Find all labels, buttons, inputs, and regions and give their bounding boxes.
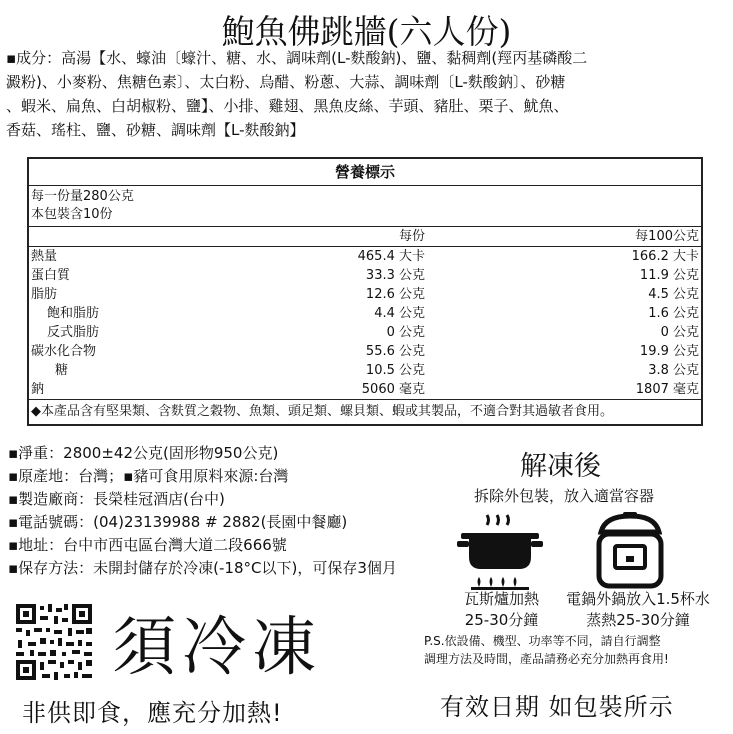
nutrient-name: 碳水化合物 <box>31 344 97 359</box>
per-serving-header: 每份 <box>303 227 427 247</box>
nutrient-name: 糖 <box>55 363 69 378</box>
nutrition-row <box>29 361 701 380</box>
rice-cooker-icon <box>595 510 665 590</box>
heat-warning: 非供即食，應充分加熱! <box>22 699 283 727</box>
ingredients-line: 澱粉)、小麥粉、焦糖色素〕、太白粉、烏醋、粉蔥、大蒜、調味劑〔L-麩酸鈉〕、砂糖 <box>6 73 566 91</box>
product-facts <box>8 442 397 580</box>
nutrient-name: 鈉 <box>29 380 303 400</box>
expiry-date: 有效日期 如包裝所示 <box>440 693 674 721</box>
nutrient-per-serving: 465.4 大卡 <box>357 249 425 264</box>
origin: ▪原產地：台灣；▪豬可食用原料來源:台灣 <box>8 467 289 485</box>
thaw-subtitle: 拆除外包裝，放入適當容器 <box>474 487 655 505</box>
nutrition-facts-table <box>27 157 703 426</box>
nutrient-per-100g: 0 公克 <box>660 325 699 340</box>
nutrient-per-serving: 10.5 公克 <box>365 363 425 378</box>
ps-note-line: 調理方法及時間，產品請務必充分加熱再食用! <box>424 652 669 666</box>
nutrient-per-100g: 11.9 公克 <box>639 268 699 283</box>
nutrient-per-serving: 0 公克 <box>386 325 425 340</box>
serving-size: 每一份量280公克 <box>31 189 134 204</box>
phone: ▪電話號碼：(04)23139988 # 2882(長園中餐廳) <box>8 513 348 531</box>
gas-pot-icon <box>457 513 543 591</box>
product-title: 鮑魚佛跳牆(六人份) <box>221 12 512 51</box>
nutrition-row <box>29 304 701 323</box>
nutrient-per-100g: 4.5 公克 <box>648 287 699 302</box>
nutrient-per-100g: 3.8 公克 <box>648 363 699 378</box>
manufacturer: ▪製造廠商：長榮桂冠酒店(台中) <box>8 490 225 508</box>
nutrient-name: 飽和脂肪 <box>47 306 100 321</box>
serving-info <box>29 186 701 227</box>
storage: ▪保存方法：未開封儲存於冷凍(-18°C以下)，可保存3個月 <box>8 559 397 577</box>
nutrient-per-100g: 19.9 公克 <box>639 344 699 359</box>
nutrient-per-serving: 5060 毫克 <box>303 380 427 400</box>
qr-code-icon <box>14 602 94 682</box>
gas-stove-caption-line: 瓦斯爐加熱 <box>463 590 539 608</box>
per-100g-header: 每100公克 <box>427 227 701 247</box>
net-weight: ▪淨重：2800±42公克(固形物950公克) <box>8 444 279 462</box>
nutrition-rows <box>29 227 701 400</box>
nutrition-row <box>29 380 701 400</box>
nutrition-heading: 營養標示 <box>29 159 701 186</box>
nutrition-row <box>29 342 701 361</box>
ingredients-line: ▪成分：高湯【水、蠔油〔蠔汁、糖、水、調味劑(L-麩酸鈉)、鹽、黏稠劑(羥丙基磷酸二 <box>6 49 588 67</box>
nutrient-per-serving: 55.6 公克 <box>365 344 425 359</box>
servings-per-package: 本包裝含10份 <box>31 207 113 222</box>
nutrient-per-serving: 12.6 公克 <box>365 287 425 302</box>
rice-cooker-caption <box>558 589 718 631</box>
thaw-title: 解凍後 <box>520 451 601 482</box>
address: ▪地址：台中市西屯區台灣大道二段666號 <box>8 536 287 554</box>
nutrient-per-serving: 33.3 公克 <box>365 268 425 283</box>
gas-stove-caption <box>454 589 549 631</box>
nutrition-row <box>29 285 701 304</box>
nutrient-per-serving: 4.4 公克 <box>374 306 425 321</box>
nutrient-per-100g: 166.2 大卡 <box>631 249 699 264</box>
ps-note <box>424 632 669 668</box>
gas-stove-caption-line: 25-30分鐘 <box>464 611 539 629</box>
rice-cooker-caption-line: 蒸熱25-30分鐘 <box>586 611 690 629</box>
nutrition-row <box>29 247 701 267</box>
frozen-label: 須冷凍 <box>112 611 322 685</box>
ingredients-list <box>6 46 706 142</box>
nutrient-col-header <box>29 227 303 247</box>
rice-cooker-caption-line: 電鍋外鍋放入1.5杯水 <box>566 590 710 608</box>
nutrient-name: 反式脂肪 <box>47 325 100 340</box>
nutrient-name: 熱量 <box>31 249 58 264</box>
nutrient-name: 蛋白質 <box>31 268 71 283</box>
ps-note-line: P.S.依設備、機型、功率等不同，請自行調整 <box>424 634 661 648</box>
nutrition-header-row <box>29 227 701 247</box>
nutrient-per-100g: 1807 毫克 <box>427 380 701 400</box>
nutrient-name: 脂肪 <box>31 287 58 302</box>
nutrition-row <box>29 266 701 285</box>
ingredients-line: 香菇、瑤柱、鹽、砂糖、調味劑【L-麩酸鈉】 <box>6 121 305 139</box>
nutrition-row <box>29 323 701 342</box>
ingredients-line: 、蝦米、扁魚、白胡椒粉、鹽】、小排、雞翅、黑魚皮絲、芋頭、豬肚、栗子、魷魚、 <box>6 97 569 115</box>
nutrient-per-100g: 1.6 公克 <box>648 306 699 321</box>
allergen-note: ◆本產品含有堅果類、含麩質之穀物、魚類、頭足類、螺貝類、蝦或其製品，不適合對其過敏者食用。 <box>31 404 613 419</box>
